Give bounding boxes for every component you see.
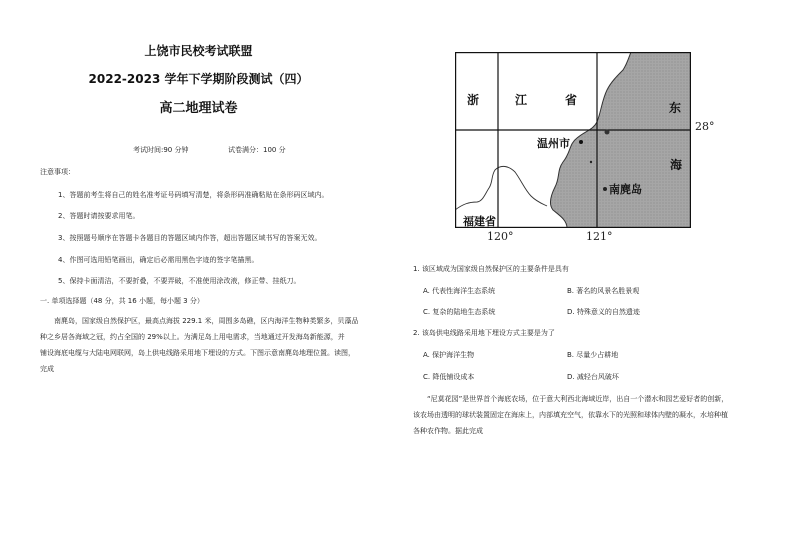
nanji-island-map [455,52,691,228]
header-line-3: 高二地理试卷 [159,101,238,116]
label-jiang: 江 [515,93,528,107]
passage-1 [40,313,390,377]
question-2-option-d[interactable]: D. 减轻台风破坏 [567,373,619,381]
question-1-option-c[interactable]: C. 复杂的陆地生态系统 [423,308,496,316]
label-zhe: 浙 [467,93,480,107]
question-2-stem: 2. 该岛供电线路采用地下埋设方式主要是为了 [413,329,555,337]
label-fujian: 福建省 [463,215,496,228]
exam-time: 考试时间:90 分钟 [133,146,189,154]
lon-label-120: 120° [487,230,514,243]
passage-line: 各种农作物。据此完成 [413,427,483,435]
question-2-option-b[interactable]: B. 尽量少占耕地 [567,351,619,359]
note-item: 4、作图可选用铅笔画出，确定后必需用黑色字迹的签字笔描黑。 [58,256,259,264]
exam-score: 试卷满分：100 分 [228,146,286,154]
island-marker [590,161,592,163]
lon-label-121: 121° [586,230,613,243]
lat-label: 28° [695,120,715,133]
passage-line: 完成 [40,365,54,373]
section1-heading: 一. 单项选择题（48 分，共 16 小题，每小题 3 分） [40,297,204,305]
nanji-island-marker [603,187,607,191]
header-line-1: 上饶市民校考试联盟 [144,44,253,58]
question-1-option-d[interactable]: D. 特殊意义的自然遗迹 [567,308,640,316]
note-item: 1、答题前考生将自己的姓名准考证号码填写清楚，将条形码准确粘贴在条形码区域内。 [58,191,329,199]
question-1-option-a[interactable]: A. 代表性海洋生态系统 [423,287,496,295]
label-hai: 海 [670,158,683,172]
passage-line: 种之乡居各海域之冠，约占全国的 29%以上。为满足岛上用电需求，当地通过开发海岛新能源，并 [40,333,345,341]
label-nanji: 南麂岛 [609,183,642,196]
passage-line: “尼莫花园”是世界首个海底农场，位于意大利西北海域近岸，出自一个潜水和园艺爱好者的创新， [427,395,729,403]
island-marker [605,130,610,135]
note-item: 3、按照题号顺序在答题卡各题目的答题区域内作答，超出答题区域书写的答案无效。 [58,234,322,242]
note-item: 2、答题时请按要求用笔。 [58,212,140,220]
question-1-stem: 1. 该区域成为国家级自然保护区的主要条件是具有 [413,265,569,273]
wenzhou-marker [579,140,583,144]
passage-2 [413,391,773,439]
label-wenzhou: 温州市 [537,137,570,150]
passage-line: 南麂岛，国家级自然保护区，最高点海拔 229.1 米，周围多岛礁，区内海洋生物种类繁多，贝藻品 [54,317,359,325]
question-2-option-c[interactable]: C. 降低铺设成本 [423,373,475,381]
header-line-2: 2022-2023 学年下学期阶段测试（四） [88,72,309,86]
note-item: 5、保持卡面清洁，不要折叠，不要弄破，不准使用涂改液，修正带、挂纸刀。 [58,277,301,285]
passage-line: 铺设海底电缆与大陆电网联网，岛上供电线路采用地下埋设的方式。下图示意南麂岛地理位置。读图， [40,349,355,357]
label-sheng: 省 [565,93,578,107]
question-2-option-a[interactable]: A. 保护海洋生物 [423,351,475,359]
passage-line: 该农场由透明的球状装置固定在海床上，内部填充空气，依靠水下的光照和球体内壁的凝水，水培种植 [413,411,728,419]
question-1-option-b[interactable]: B. 著名的风景名胜景观 [567,287,640,295]
notes-heading: 注意事项： [40,168,75,176]
label-dong: 东 [669,101,682,115]
